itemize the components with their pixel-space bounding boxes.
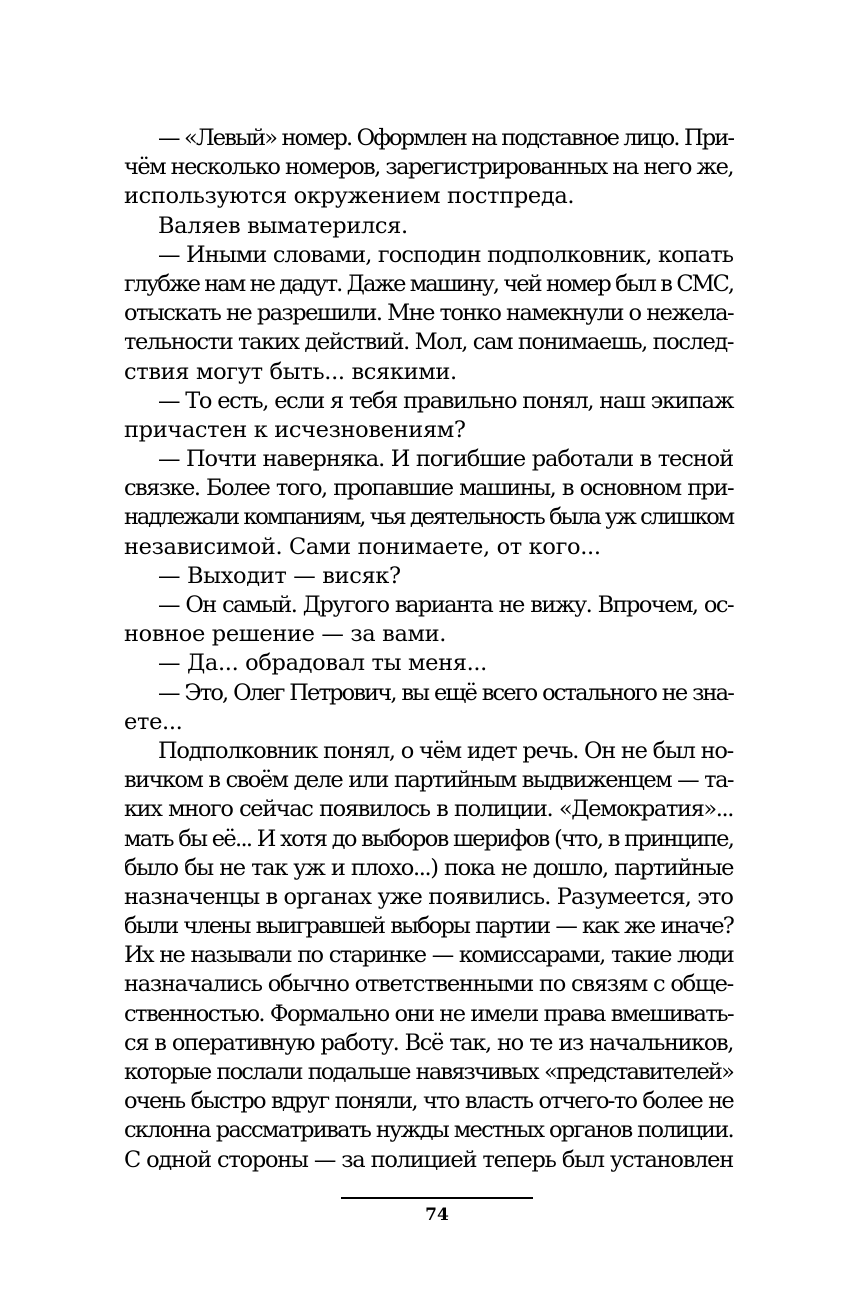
- text-line: независимой. Сами понимаете, от кого...: [124, 533, 601, 560]
- text-line: назначенцы в органах уже появились. Разумеется, это: [124, 883, 733, 910]
- text-line: — «Левый» номер. Оформлен на подставное лицо. При-: [158, 125, 734, 151]
- text-line: ете...: [124, 708, 183, 735]
- text-line: — Это, Олег Петрович, вы ещё всего остального не зна-: [158, 679, 733, 706]
- text-line: вичком в своём деле или партийным выдвиженцем — та-: [124, 767, 733, 794]
- text-line: — То есть, если я тебя правильно понял, наш экипаж: [158, 387, 733, 414]
- page-number: 74: [425, 1205, 449, 1225]
- text-line: назначались обычно ответственными по связям с обще-: [124, 971, 733, 998]
- text-line: ствия могут быть... всякими.: [124, 358, 457, 385]
- text-line: чём несколько номеров, зарегистрированных на него же,: [124, 154, 733, 181]
- text-line: — Почти наверняка. И погибшие работали в тесной: [158, 446, 733, 473]
- text-line: — Да... обрадовал ты меня...: [158, 650, 487, 677]
- text-line: тельности таких действий. Мол, сам понимаешь, послед-: [124, 329, 734, 356]
- text-line: ких много сейчас появилось в полиции. «Демократия»...: [124, 796, 733, 823]
- text-line: были члены выигравшей выборы партии — как же иначе?: [124, 913, 733, 940]
- body-text: [124, 124, 733, 1175]
- text-line: — Он самый. Другого варианта не вижу. Впрочем, ос-: [158, 592, 733, 618]
- text-line: Их не называли по старинке — комиссарами, такие люди: [124, 942, 733, 969]
- text-line: — Иными словами, господин подполковник, копать: [158, 241, 733, 268]
- text-line: склонна рассматривать нужды местных органов полиции.: [124, 1117, 733, 1144]
- text-line: которые послали подальше навязчивых «представителей»: [124, 1059, 733, 1085]
- footer-divider: [341, 1197, 533, 1199]
- text-line: — Выходит — висяк?: [158, 562, 401, 589]
- text-line: Валяев выматерился.: [158, 212, 408, 239]
- text-line: новное решение — за вами.: [124, 621, 447, 648]
- text-line: С одной стороны — за полицией теперь был установлен: [124, 1146, 733, 1173]
- text-line: глубже нам не дадут. Даже машину, чей номер был в СМС,: [124, 270, 733, 297]
- text-line: используются окружением постпреда.: [124, 183, 575, 210]
- text-line: было бы не так уж и плохо...) пока не дошло, партийные: [124, 854, 733, 881]
- text-line: надлежали компаниям, чья деятельность была уж слишком: [124, 504, 733, 531]
- text-line: мать бы её... И хотя до выборов шерифов (что, в принципе,: [124, 825, 734, 852]
- text-line: связке. Более того, пропавшие машины, в основном при-: [124, 475, 733, 502]
- text-line: Подполковник понял, о чём идет речь. Он не был но-: [158, 737, 733, 764]
- text-line: ся в оперативную работу. Всё так, но те из начальников,: [124, 1029, 733, 1056]
- text-line: отыскать не разрешили. Мне тонко намекнули о нежела-: [124, 300, 733, 327]
- text-line: ственностью. Формально они не имели права вмешивать-: [124, 1000, 733, 1027]
- text-line: очень быстро вдруг поняли, что власть отчего-то более не: [124, 1088, 733, 1115]
- text-line: причастен к исчезновениям?: [124, 416, 466, 443]
